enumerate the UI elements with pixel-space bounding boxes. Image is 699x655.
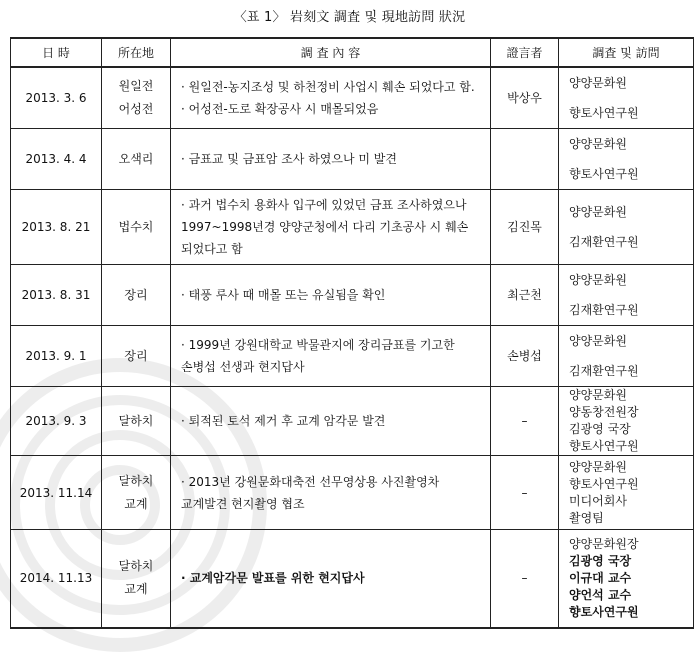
content-line: · 2013년 강원문화대축전 선무영상용 사진촬영차 [181, 474, 440, 489]
row-witness: – [491, 387, 559, 456]
row-date: 2013. 9. 1 [11, 326, 102, 387]
place-line: 교계 [124, 496, 148, 511]
row-witness: 김진목 [491, 190, 559, 265]
header-row [11, 38, 694, 67]
row-date: 2013. 9. 3 [11, 387, 102, 456]
row-content [171, 67, 491, 129]
row-witness: 박상우 [491, 67, 559, 129]
investigator-line: 향토사연구원 [569, 476, 639, 491]
content-line: · 어성전-도로 확장공사 시 매몰되었음 [181, 102, 379, 116]
row-investigators [559, 67, 694, 129]
content-line: · 태풍 루사 때 매몰 또는 유실됨을 확인 [181, 288, 386, 302]
content-line: 되었다고 함 [181, 242, 243, 256]
row-investigators [559, 456, 694, 530]
place-line: 어성전 [118, 102, 154, 116]
row-witness: – [491, 456, 559, 530]
investigator-line: 김광영 국장 [569, 422, 631, 436]
row-place [102, 129, 171, 190]
row-content [171, 265, 491, 326]
row-content [171, 530, 491, 628]
row-date: 2013. 8. 21 [11, 190, 102, 265]
investigator-line: 미디어회사 [569, 493, 627, 508]
header-date: 日 時 [11, 38, 102, 67]
investigator-line: 김재환연구원 [569, 364, 639, 378]
investigator-line: 김광영 국장 [569, 553, 632, 568]
table-row [11, 67, 694, 129]
row-date: 2014. 11.13 [11, 530, 102, 628]
investigator-line: 향토사연구원 [569, 167, 639, 181]
row-date: 2013. 8. 31 [11, 265, 102, 326]
investigator-line: 이규대 교수 [569, 570, 632, 585]
row-content [171, 190, 491, 265]
row-place [102, 530, 171, 628]
place-line: 달하치 [118, 413, 154, 428]
row-content [171, 387, 491, 456]
place-line: 달하치 [118, 559, 154, 574]
investigator-line: 양양문화원 [569, 334, 627, 348]
row-investigators [559, 265, 694, 326]
investigator-line: 양양문화원 [569, 76, 627, 90]
table-row [11, 387, 694, 456]
table-row [11, 190, 694, 265]
row-investigators [559, 530, 694, 628]
investigator-line: 촬영팀 [569, 510, 604, 525]
investigator-line: 양양문화원 [569, 388, 627, 402]
table-caption: 〈표 1〉 岩刻文 調査 및 現地訪問 狀況 [233, 10, 466, 25]
table-row [11, 530, 694, 628]
place-line: 원일전 [118, 79, 154, 93]
content-line: · 과거 법수치 용화사 입구에 있었던 금표 조사하였으나 [181, 198, 467, 212]
investigator-line: 김재환연구원 [569, 303, 639, 317]
row-witness: 최근천 [491, 265, 559, 326]
content-line: · 금표교 및 금표암 조사 하였으나 미 발견 [181, 152, 397, 166]
investigator-line: 양언석 교수 [569, 587, 632, 602]
place-line: 달하치 [118, 473, 154, 488]
row-investigators [559, 129, 694, 190]
content-line: 1997~1998년경 양양군청에서 다리 기초공사 시 훼손 [181, 220, 469, 234]
content-line: 손병섭 선생과 현지답사 [181, 360, 305, 374]
row-date: 2013. 3. 6 [11, 67, 102, 129]
content-line: · 1999년 강원대학교 박물관지에 장리금표를 기고한 [181, 338, 455, 352]
place-line: 장리 [124, 348, 148, 363]
investigator-line: 양양문화원 [569, 137, 627, 151]
row-content [171, 129, 491, 190]
row-content [171, 326, 491, 387]
row-content [171, 456, 491, 530]
table-row [11, 265, 694, 326]
row-place [102, 456, 171, 530]
place-line: 교계 [124, 582, 148, 597]
row-witness: 손병섭 [491, 326, 559, 387]
row-date: 2013. 4. 4 [11, 129, 102, 190]
place-line: 장리 [124, 287, 148, 302]
content-line: · 교계암각문 발표를 위한 현지답사 [181, 571, 365, 586]
table-row [11, 129, 694, 190]
investigator-line: 향토사연구원 [569, 106, 639, 120]
header-witness: 證言者 [491, 38, 559, 67]
investigator-line: 양양문화원장 [569, 536, 639, 551]
row-place [102, 265, 171, 326]
row-investigators [559, 190, 694, 265]
row-place [102, 67, 171, 129]
table-row [11, 456, 694, 530]
investigator-line: 김재환연구원 [569, 235, 639, 249]
place-line: 법수치 [118, 219, 154, 234]
table-row [11, 326, 694, 387]
row-date: 2013. 11.14 [11, 456, 102, 530]
header-content: 調 査 內 容 [171, 38, 491, 67]
row-investigators [559, 387, 694, 456]
investigator-line: 양양문화원 [569, 273, 627, 287]
row-investigators [559, 326, 694, 387]
row-place [102, 387, 171, 456]
investigator-line: 향토사연구원 [569, 439, 639, 453]
investigator-line: 양동창전원장 [569, 405, 639, 419]
content-line: · 원일전-농지조성 및 하천정비 사업시 훼손 되었다고 함. [181, 80, 475, 94]
place-line: 오색리 [118, 151, 154, 166]
investigator-line: 향토사연구원 [569, 604, 639, 619]
survey-table [10, 37, 694, 629]
row-place [102, 190, 171, 265]
content-line: · 퇴적된 토석 제거 후 교계 암각문 발견 [181, 414, 386, 428]
investigator-line: 양양문화원 [569, 459, 627, 474]
header-investigators: 調査 및 訪問 [559, 38, 694, 67]
row-witness: – [491, 530, 559, 628]
header-place: 所在地 [102, 38, 171, 67]
row-place [102, 326, 171, 387]
row-witness [491, 129, 559, 190]
content-line: 교계발견 현지촬영 협조 [181, 496, 305, 511]
investigator-line: 양양문화원 [569, 205, 627, 219]
